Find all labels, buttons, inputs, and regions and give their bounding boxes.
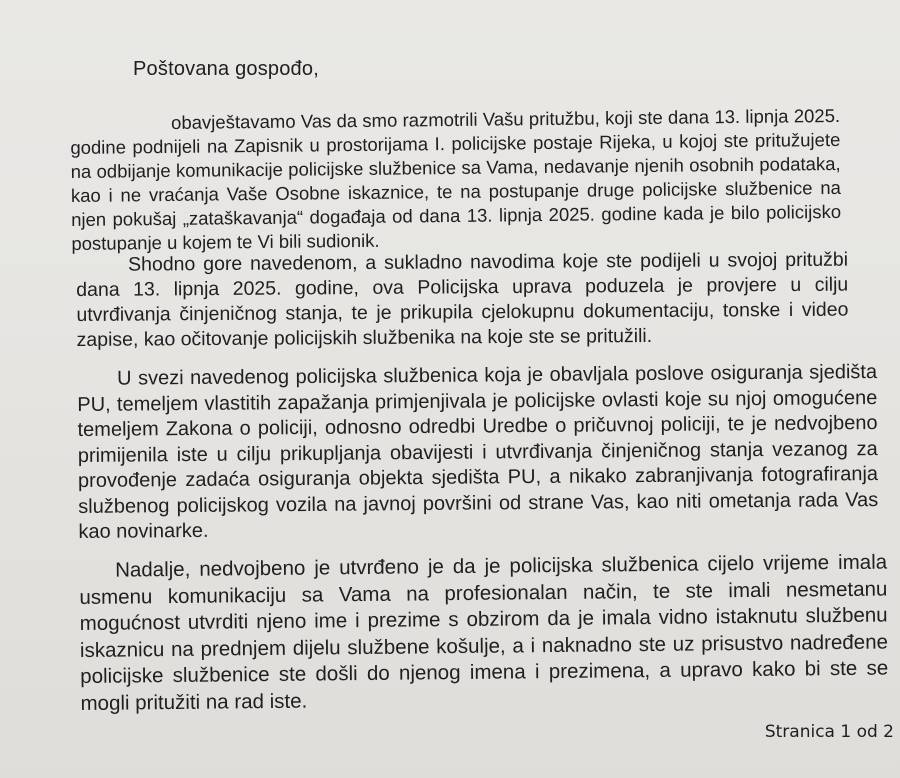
paragraph-investigation: Shodno gore navedenom, a sukladno navodima koje ste podijeli u svojoj pritužbi dana 13. lipnja 2025. godine, ova Policijska uprava poduzela je provjere u cilju utvrđivanja činjeničnog stanja, te je prikupila cjelokupnu dokumentaciju, tonske i video zapise, kao očitovanje policijskih službenika na koje ste se pritužili.	[76, 248, 849, 351]
paragraph-complaint-summary: obavještavamo Vas da smo razmotrili Vašu pritužbu, koji ste dana 13. lipnja 2025. godine podnijeli na Zapisnik u prostorijama I. policijske postaje Rijeka, u kojoj ste pritužujete na odbijanje komunikacije policijske službenice sa Vama, nedavanje njenih osobnih podataka, kao i ne vraćanja Vaše Osobne iskaznice, te na postupanje druge policijske službenice na njen pokušaj „zataškavanja“ događaja od dana 13. lipnja 2025. godine kada je bilo policijsko postupanje u kojem te Vi bili sudionik.	[70, 104, 842, 254]
page-number: Stranica 1 od 2	[764, 722, 894, 742]
paragraph-officer-powers: U svezi navedenog policijska službenica koja je obavljala poslove osiguranja sjedišta PU, temeljem vlastitih zapažanja primjenjivala je policijske ovlasti koje su njoj omogućene temeljem Zakona o policiji, odnosno odredbi Uredbe o pričuvnoj policiji, te je nedvojbeno primijenila iste u cilju prikupljanja obavijesti i utvrđivanja činjeničnog stanja vezanog za provođenje zadaća osiguranja objekta sjedišta PU, a nikako zabranjivanja fotografiranja službenog policijskog vozila na javnoj površini od strane Vas, kao niti ometanja rada Vas kao novinarke.	[77, 361, 879, 543]
paragraph-findings: Nadalje, nedvojbeno je utvrđeno je da je policijska službenica cijelo vrijeme imala usmenu komunikaciju sa Vama na profesionalan način, te ste imali nesmetanu mogućnost utvrditi njeno ime i prezime s obzirom da je imala vidno istaknutu službenu iskaznicu na prednjem dijelu službene košulje, a i naknadno ste uz prisustvo nadređene policijske službenice ste došli do njenog imena i prezimena, a upravo kako bi ste se mogli pritužiti na rad iste.	[79, 550, 889, 715]
salutation: Poštovana gospođo,	[133, 58, 319, 80]
